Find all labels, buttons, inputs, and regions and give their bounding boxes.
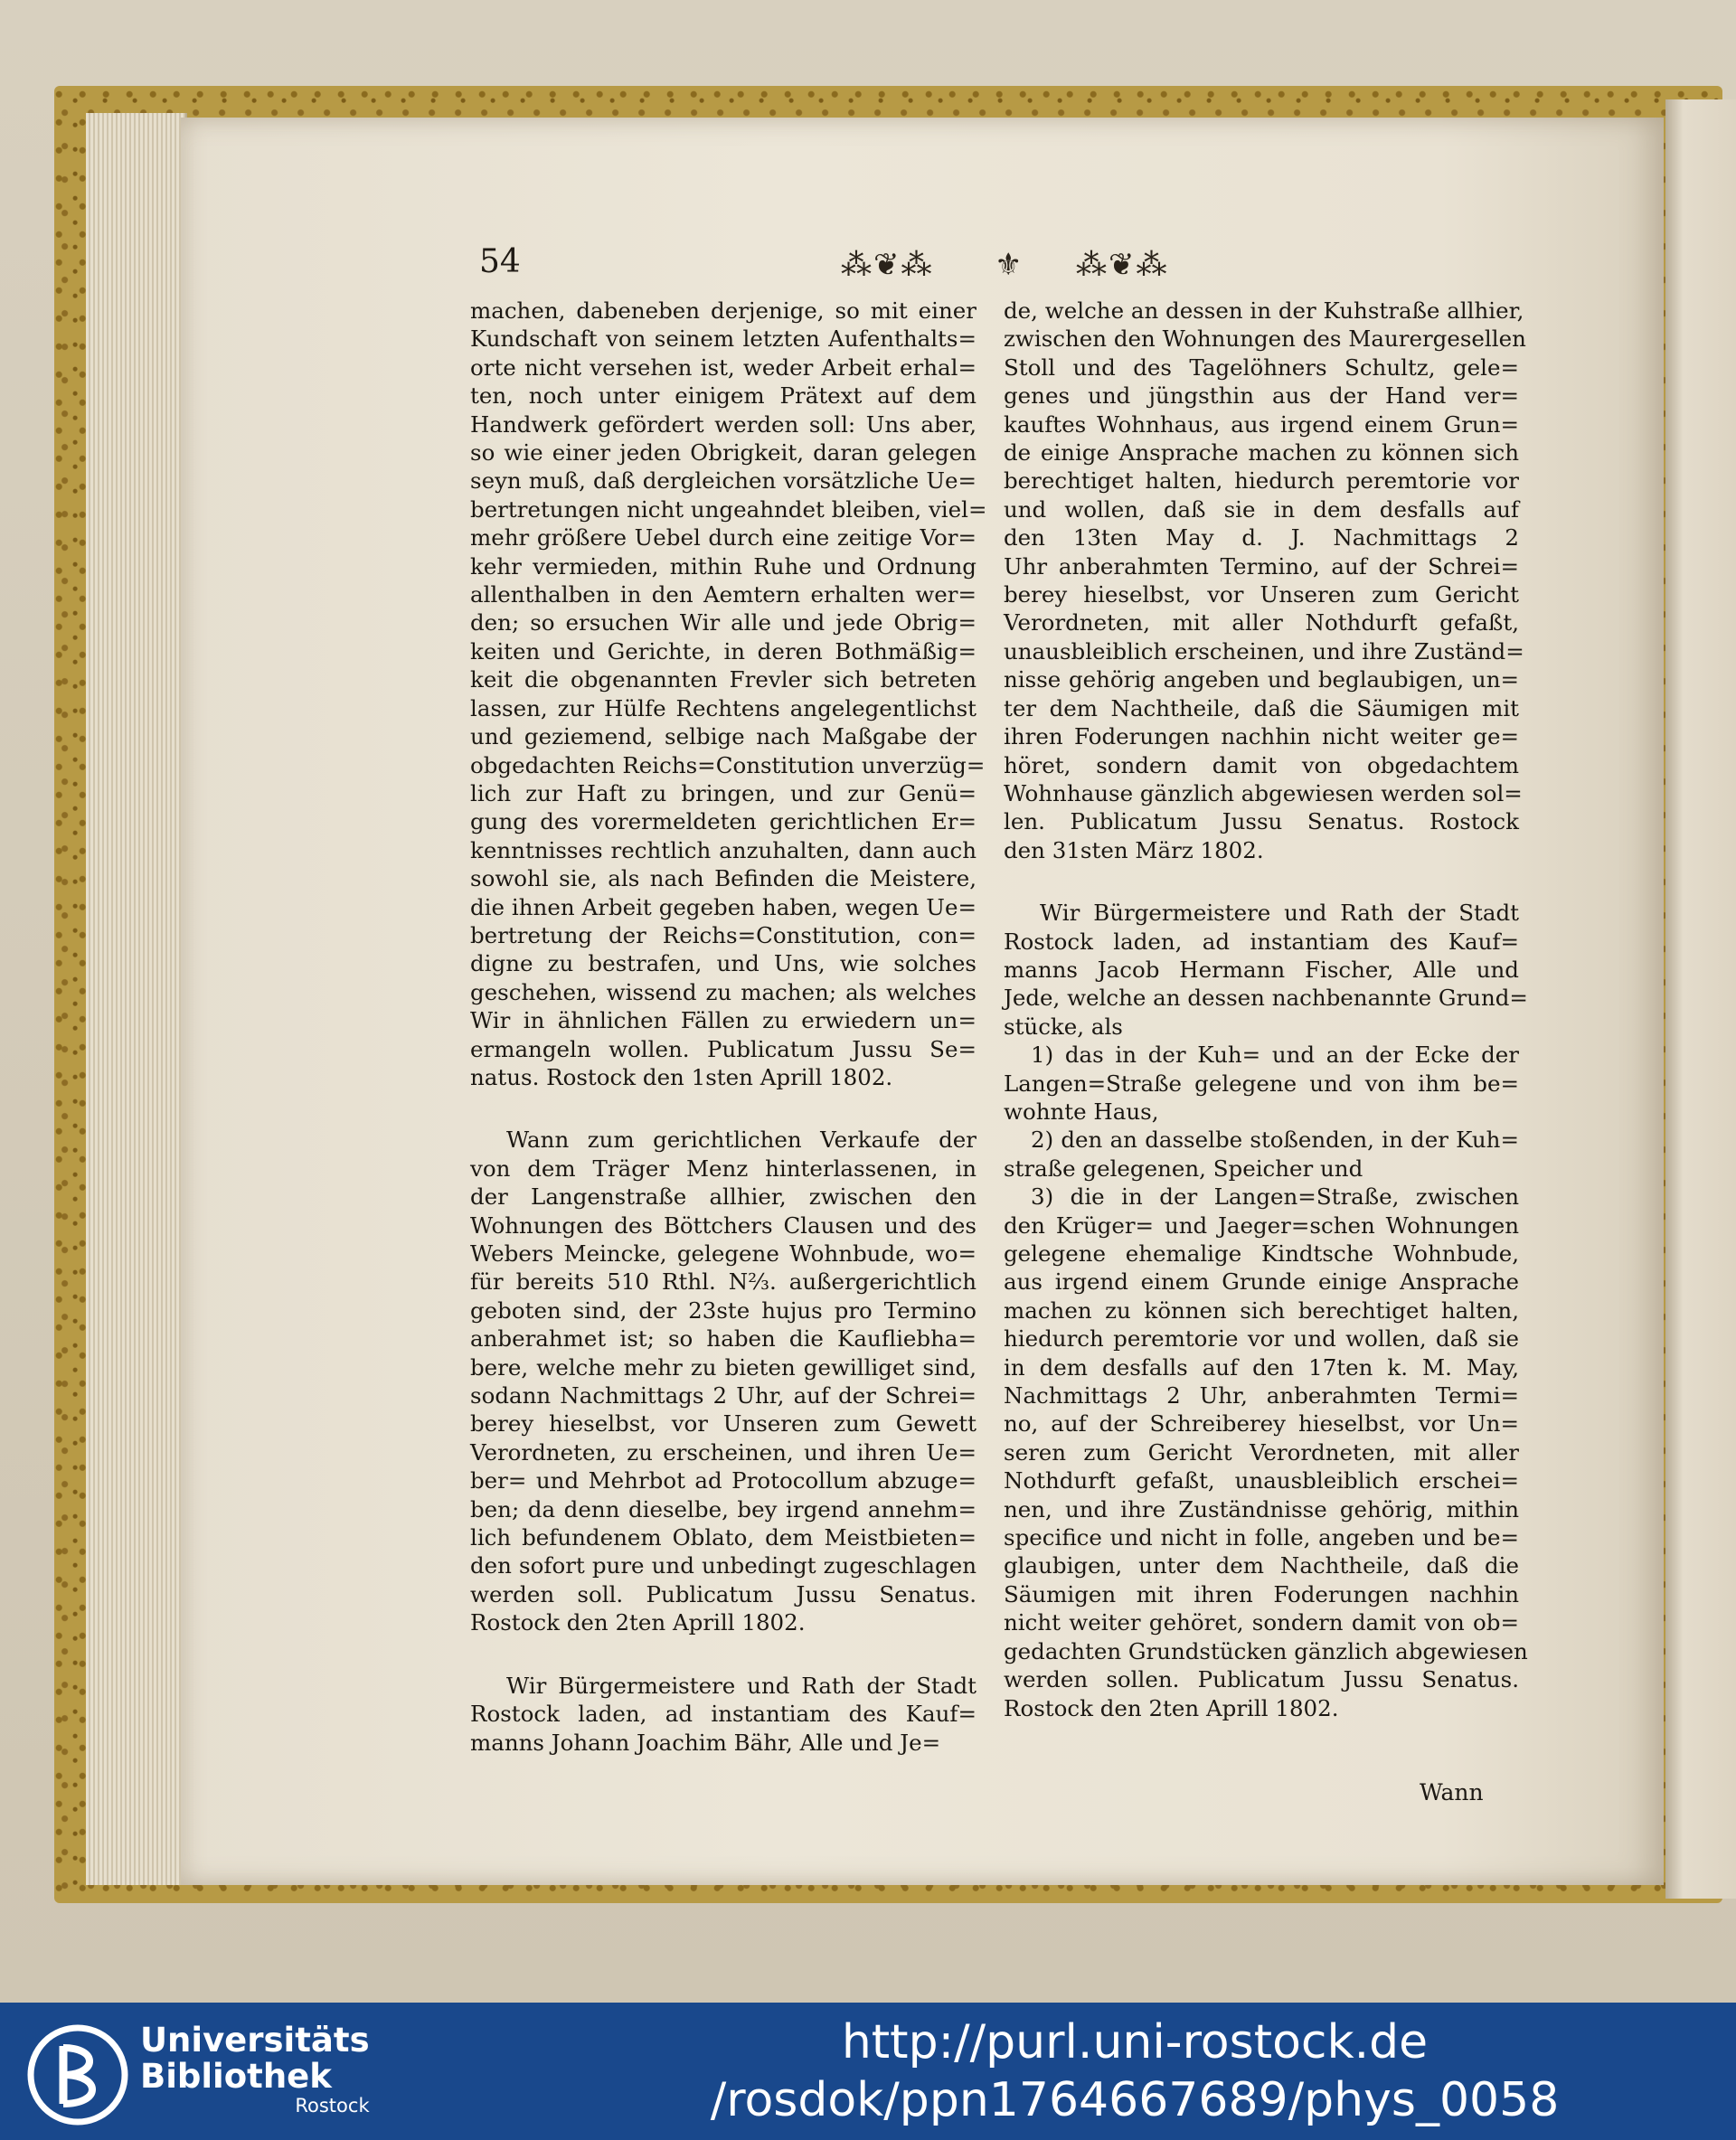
footer-bar: [0, 2003, 1736, 2140]
text-line: obgedachten Reichs=Constitution unverzüg=: [470, 751, 986, 778]
text-line: nen, und ihre Zuständnisse gehörig, mithin: [1004, 1495, 1519, 1523]
text-line: sowohl sie, als nach Befinden die Meistere,: [470, 865, 976, 892]
text-line: Wir Bürgermeistere und Rath der Stadt: [506, 1672, 976, 1699]
text-line: den Krüger= und Jaeger=schen Wohnungen: [1004, 1211, 1519, 1239]
text-line: stücke, als: [1004, 1013, 1123, 1040]
university-logo-icon: [27, 2024, 128, 2126]
text-line: machen zu können sich berechtiget halten,: [1004, 1296, 1519, 1324]
right-text-column: [1004, 297, 1528, 1722]
text-line: anberahmet ist; so haben die Kaufliebha=: [470, 1325, 976, 1353]
text-line: allenthalben in den Aemtern erhalten wer=: [470, 581, 976, 608]
text-line: kehr vermieden, mithin Ruhe und Ordnung: [470, 552, 976, 580]
text-line: keiten und Gerichte, in deren Bothmäßig=: [470, 637, 976, 665]
text-line: kenntnisses rechtlich anzuhalten, dann auch: [470, 836, 976, 863]
text-line: genes und jüngsthin aus der Hand ver=: [1004, 382, 1519, 410]
text-line: Kundschaft von seinem letzten Aufenthalts=: [470, 325, 976, 353]
text-line: berechtiget halten, hiedurch peremtorie vor: [1004, 467, 1519, 495]
text-line: sodann Nachmittags 2 Uhr, auf der Schrei=: [470, 1382, 976, 1409]
next-page-edge: [1665, 99, 1736, 1899]
text-line: Verordneten, mit aller Nothdurft gefaßt,: [1004, 609, 1519, 636]
text-line: 1) das in der Kuh= und an der Ecke der: [1031, 1042, 1519, 1069]
text-line: bertretung der Reichs=Constitution, con=: [470, 921, 976, 948]
text-line: Nothdurft gefaßt, unausbleiblich erschei=: [1004, 1467, 1519, 1494]
text-line: wohnte Haus,: [1004, 1098, 1159, 1125]
text-line: ben; da denn dieselbe, bey irgend annehm=: [470, 1495, 976, 1523]
text-line: Wohnungen des Böttchers Clausen und des: [470, 1211, 976, 1239]
text-line: keit die obgenannten Frevler sich betreten: [470, 666, 976, 693]
text-line: seren zum Gericht Verordneten, mit aller: [1004, 1438, 1519, 1466]
library-name-line2: Bibliothek: [140, 2057, 332, 2096]
text-line: gung des vorermeldeten gerichtlichen Er=: [470, 808, 976, 835]
text-line: geboten sind, der 23ste hujus pro Termino: [470, 1296, 976, 1324]
text-line: geschehen, wissend zu machen; als welches: [470, 978, 976, 1005]
text-line: manns Jacob Hermann Fischer, Alle und: [1004, 956, 1519, 983]
text-line: Nachmittags 2 Uhr, anberahmten Termi=: [1004, 1382, 1519, 1409]
text-line: Rostock den 2ten Aprill 1802.: [470, 1609, 806, 1636]
text-line: de einige Ansprache machen zu können sich: [1004, 439, 1519, 467]
text-line: specifice und nicht in folle, angeben und be=: [1004, 1524, 1519, 1551]
text-line: den 13ten May d. J. Nachmittags 2: [1004, 524, 1519, 551]
text-line: manns Johann Joachim Bähr, Alle und Je=: [470, 1729, 941, 1756]
text-line: Rostock den 2ten Aprill 1802.: [1004, 1694, 1339, 1721]
text-line: no, auf der Schreiberey hieselbst, vor Un=: [1004, 1410, 1519, 1438]
text-line: mehr größere Uebel durch eine zeitige Vor=: [470, 524, 976, 551]
text-line: lich zur Haft zu bringen, und zur Genü=: [470, 779, 976, 806]
text-line: hiedurch peremtorie vor und wollen, daß sie: [1004, 1325, 1519, 1353]
text-line: so wie einer jeden Obrigkeit, daran gelegen: [470, 439, 976, 467]
text-line: digne zu bestrafen, und Uns, wie solches: [470, 950, 976, 977]
text-line: berey hieselbst, vor Unseren zum Gericht: [1004, 581, 1519, 608]
left-text-column: [470, 297, 987, 1757]
text-line: glaubigen, unter dem Nachtheile, daß die: [1004, 1552, 1519, 1579]
text-line: für bereits 510 Rthl. N⅔. außergerichtlich: [470, 1268, 976, 1296]
text-line: bere, welche mehr zu bieten gewilliget sind,: [470, 1353, 976, 1381]
text-line: ermangeln wollen. Publicatum Jussu Se=: [470, 1035, 976, 1062]
text-line: Langen=Straße gelegene und von ihm be=: [1004, 1070, 1519, 1097]
ornament-right: ⁂❦⁂: [1076, 247, 1169, 283]
page-header: [479, 240, 1537, 294]
text-line: Wir Bürgermeistere und Rath der Stadt: [1040, 900, 1519, 927]
text-line: Wohnhause gänzlich abgewiesen werden sol=: [1004, 779, 1523, 806]
text-line: Handwerk gefördert werden soll: Uns aber,: [470, 410, 976, 438]
text-line: Rostock laden, ad instantiam des Kauf=: [1004, 928, 1519, 955]
text-line: Wir in ähnlichen Fällen zu erwiedern un=: [470, 1007, 976, 1034]
permalink-line2[interactable]: /rosdok/ppn1764667689/phys_0058: [710, 2073, 1560, 2127]
text-line: ber= und Mehrbot ad Protocollum abzuge=: [470, 1467, 976, 1494]
library-name: [140, 2022, 370, 2116]
text-line: Jede, welche an dessen nachbenannte Grund=: [1004, 985, 1528, 1012]
text-line: den 31sten März 1802.: [1004, 836, 1264, 863]
text-line: orte nicht versehen ist, weder Arbeit erhal=: [470, 354, 976, 381]
text-line: den; so ersuchen Wir alle und jede Obrig=: [470, 609, 976, 636]
text-line: kauftes Wohnhaus, aus irgend einem Grun=: [1004, 410, 1519, 438]
page-edges: [86, 113, 187, 1885]
library-name-line1: Universitäts: [140, 2021, 370, 2060]
text-line: werden sollen. Publicatum Jussu Senatus.: [1004, 1666, 1519, 1693]
page-number: 54: [479, 243, 521, 280]
text-line: ten, noch unter einigem Prätext auf dem: [470, 382, 976, 410]
text-line: gedachten Grundstücken gänzlich abgewiesen: [1004, 1637, 1528, 1664]
text-line: lassen, zur Hülfe Rechtens angelegentlichst: [470, 694, 976, 721]
text-line: der Langenstraße allhier, zwischen den: [470, 1183, 976, 1211]
text-line: seyn muß, daß dergleichen vorsätzliche Ue=: [470, 467, 976, 495]
permalink[interactable]: [579, 2013, 1691, 2129]
text-line: machen, dabeneben derjenige, so mit einer: [470, 297, 976, 324]
text-line: straße gelegenen, Speicher und: [1004, 1155, 1363, 1182]
text-line: und geziemend, selbige nach Maßgabe der: [470, 723, 976, 750]
text-line: Uhr anberahmten Termino, auf der Schrei=: [1004, 552, 1519, 580]
text-line: unausbleiblich erscheinen, und ihre Zuständ=: [1004, 637, 1524, 665]
text-line: Rostock laden, ad instantiam des Kauf=: [470, 1701, 976, 1728]
text-line: ter dem Nachtheile, daß die Säumigen mit: [1004, 694, 1519, 721]
text-line: Wann zum gerichtlichen Verkaufe der: [506, 1127, 976, 1154]
text-line: de, welche an dessen in der Kuhstraße allhier,: [1004, 297, 1524, 324]
text-line: ihren Foderungen nachhin nicht weiter ge=: [1004, 723, 1519, 750]
paragraph-gap: [470, 1091, 976, 1126]
text-line: zwischen den Wohnungen des Maurergesellen: [1004, 325, 1526, 353]
text-line: natus. Rostock den 1sten Aprill 1802.: [470, 1063, 893, 1090]
text-line: bertretungen nicht ungeahndet bleiben, viel=: [470, 495, 987, 523]
text-line: Verordneten, zu erscheinen, und ihren Ue=: [470, 1438, 976, 1466]
text-line: höret, sondern damit von obgedachtem: [1004, 751, 1519, 778]
ornament-center: ⚜: [995, 247, 1024, 283]
text-line: die ihnen Arbeit gegeben haben, wegen Ue=: [470, 893, 976, 920]
text-line: aus irgend einem Grunde einige Ansprache: [1004, 1268, 1519, 1296]
text-line: 2) den an dasselbe stoßenden, in der Kuh=: [1031, 1127, 1519, 1154]
text-line: Webers Meincke, gelegene Wohnbude, wo=: [470, 1240, 976, 1267]
text-line: 3) die in der Langen=Straße, zwischen: [1031, 1183, 1519, 1211]
permalink-line1[interactable]: http://purl.uni-rostock.de: [841, 2015, 1429, 2069]
library-name-city: Rostock: [295, 2095, 370, 2116]
text-line: berey hieselbst, vor Unseren zum Gewett: [470, 1410, 976, 1438]
paragraph-gap: [470, 1637, 976, 1672]
paragraph-gap: [1004, 864, 1519, 899]
text-line: den sofort pure und unbedingt zugeschlagen: [470, 1552, 976, 1579]
text-line: len. Publicatum Jussu Senatus. Rostock: [1004, 808, 1519, 835]
text-line: lich befundenem Oblato, dem Meistbieten=: [470, 1524, 976, 1551]
text-line: werden soll. Publicatum Jussu Senatus.: [470, 1580, 976, 1607]
text-line: Säumigen mit ihren Foderungen nachhin: [1004, 1580, 1519, 1607]
text-line: gelegene ehemalige Kindtsche Wohnbude,: [1004, 1240, 1519, 1267]
text-line: von dem Träger Menz hinterlassenen, in: [470, 1155, 976, 1182]
text-line: nisse gehörig angeben und beglaubigen, un=: [1004, 666, 1519, 693]
text-line: in dem desfalls auf den 17ten k. M. May,: [1004, 1353, 1519, 1381]
text-line: Stoll und des Tagelöhners Schultz, gele=: [1004, 354, 1519, 381]
ornament-left: ⁂❦⁂: [841, 247, 934, 283]
text-line: nicht weiter gehöret, sondern damit von ob=: [1004, 1609, 1519, 1636]
text-line: und wollen, daß sie in dem desfalls auf: [1004, 495, 1519, 523]
catchword: Wann: [1420, 1779, 1484, 1805]
